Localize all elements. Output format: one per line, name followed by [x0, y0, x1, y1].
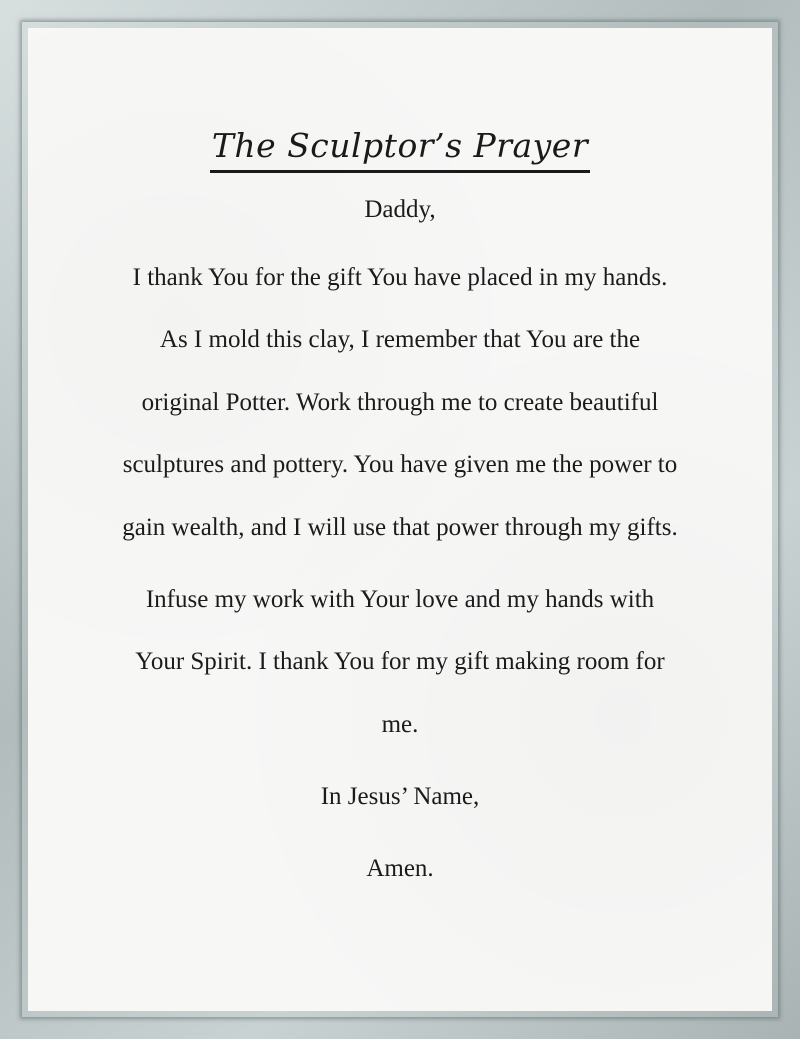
page-title: The Sculptor’s Prayer: [210, 126, 590, 173]
body-line: Infuse my work with Your love and my hands with: [145, 586, 655, 613]
body-line: I thank You for the gift You have placed in my hands.: [132, 264, 668, 291]
closing-line: In Jesus’ Name,: [320, 783, 480, 810]
salutation: Daddy,: [364, 196, 436, 223]
body-line: As I mold this clay, I remember that You are the: [159, 326, 641, 353]
body-line: original Potter. Work through me to create beautiful: [141, 389, 659, 416]
body-line: Your Spirit. I thank You for my gift making room for: [135, 648, 665, 675]
prayer-paper: [28, 28, 772, 1011]
body-line: sculptures and pottery. You have given me the power to: [122, 451, 678, 478]
body-line: gain wealth, and I will use that power through my gifts.: [122, 514, 678, 541]
signoff: Amen.: [366, 855, 434, 882]
title-container: [28, 126, 772, 173]
body-line: me.: [381, 711, 419, 738]
